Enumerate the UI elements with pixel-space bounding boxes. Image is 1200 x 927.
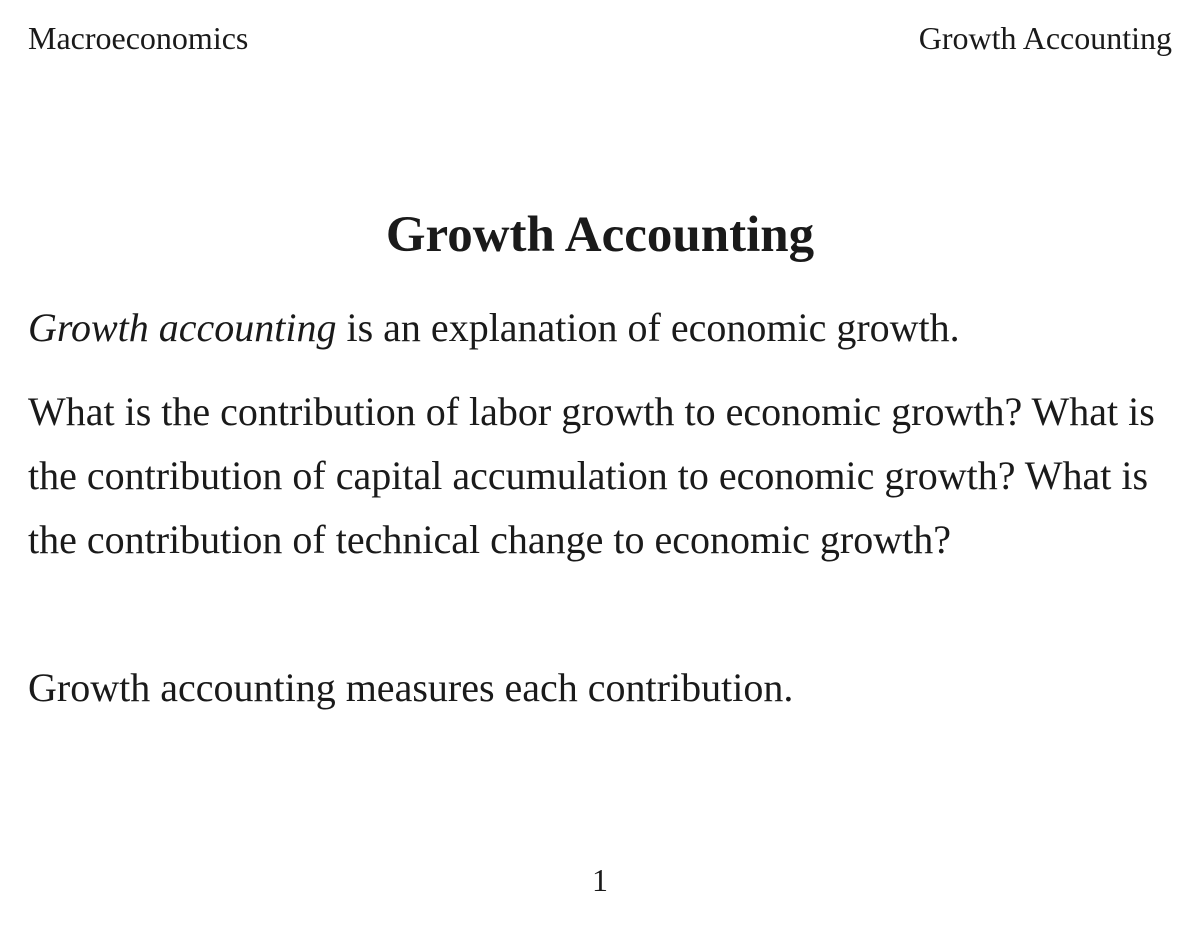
closing-paragraph: Growth accounting measures each contribution. [28, 665, 794, 710]
running-header-course: Macroeconomics [28, 20, 249, 56]
running-header-topic: Growth Accounting [918, 20, 1172, 56]
questions-paragraph: What is the contribution of labor growth to economic growth? What is the contribution of capital accumulation to economic growth? What is the contribution of technical change to economic growth? [28, 389, 1155, 562]
definition-text: is an explanation of economic growth. [336, 305, 960, 350]
definition-paragraph [28, 296, 1178, 360]
slide-title: Growth Accounting [385, 207, 815, 263]
page-number: 1 [592, 862, 608, 898]
defined-term: Growth accounting [28, 305, 337, 350]
